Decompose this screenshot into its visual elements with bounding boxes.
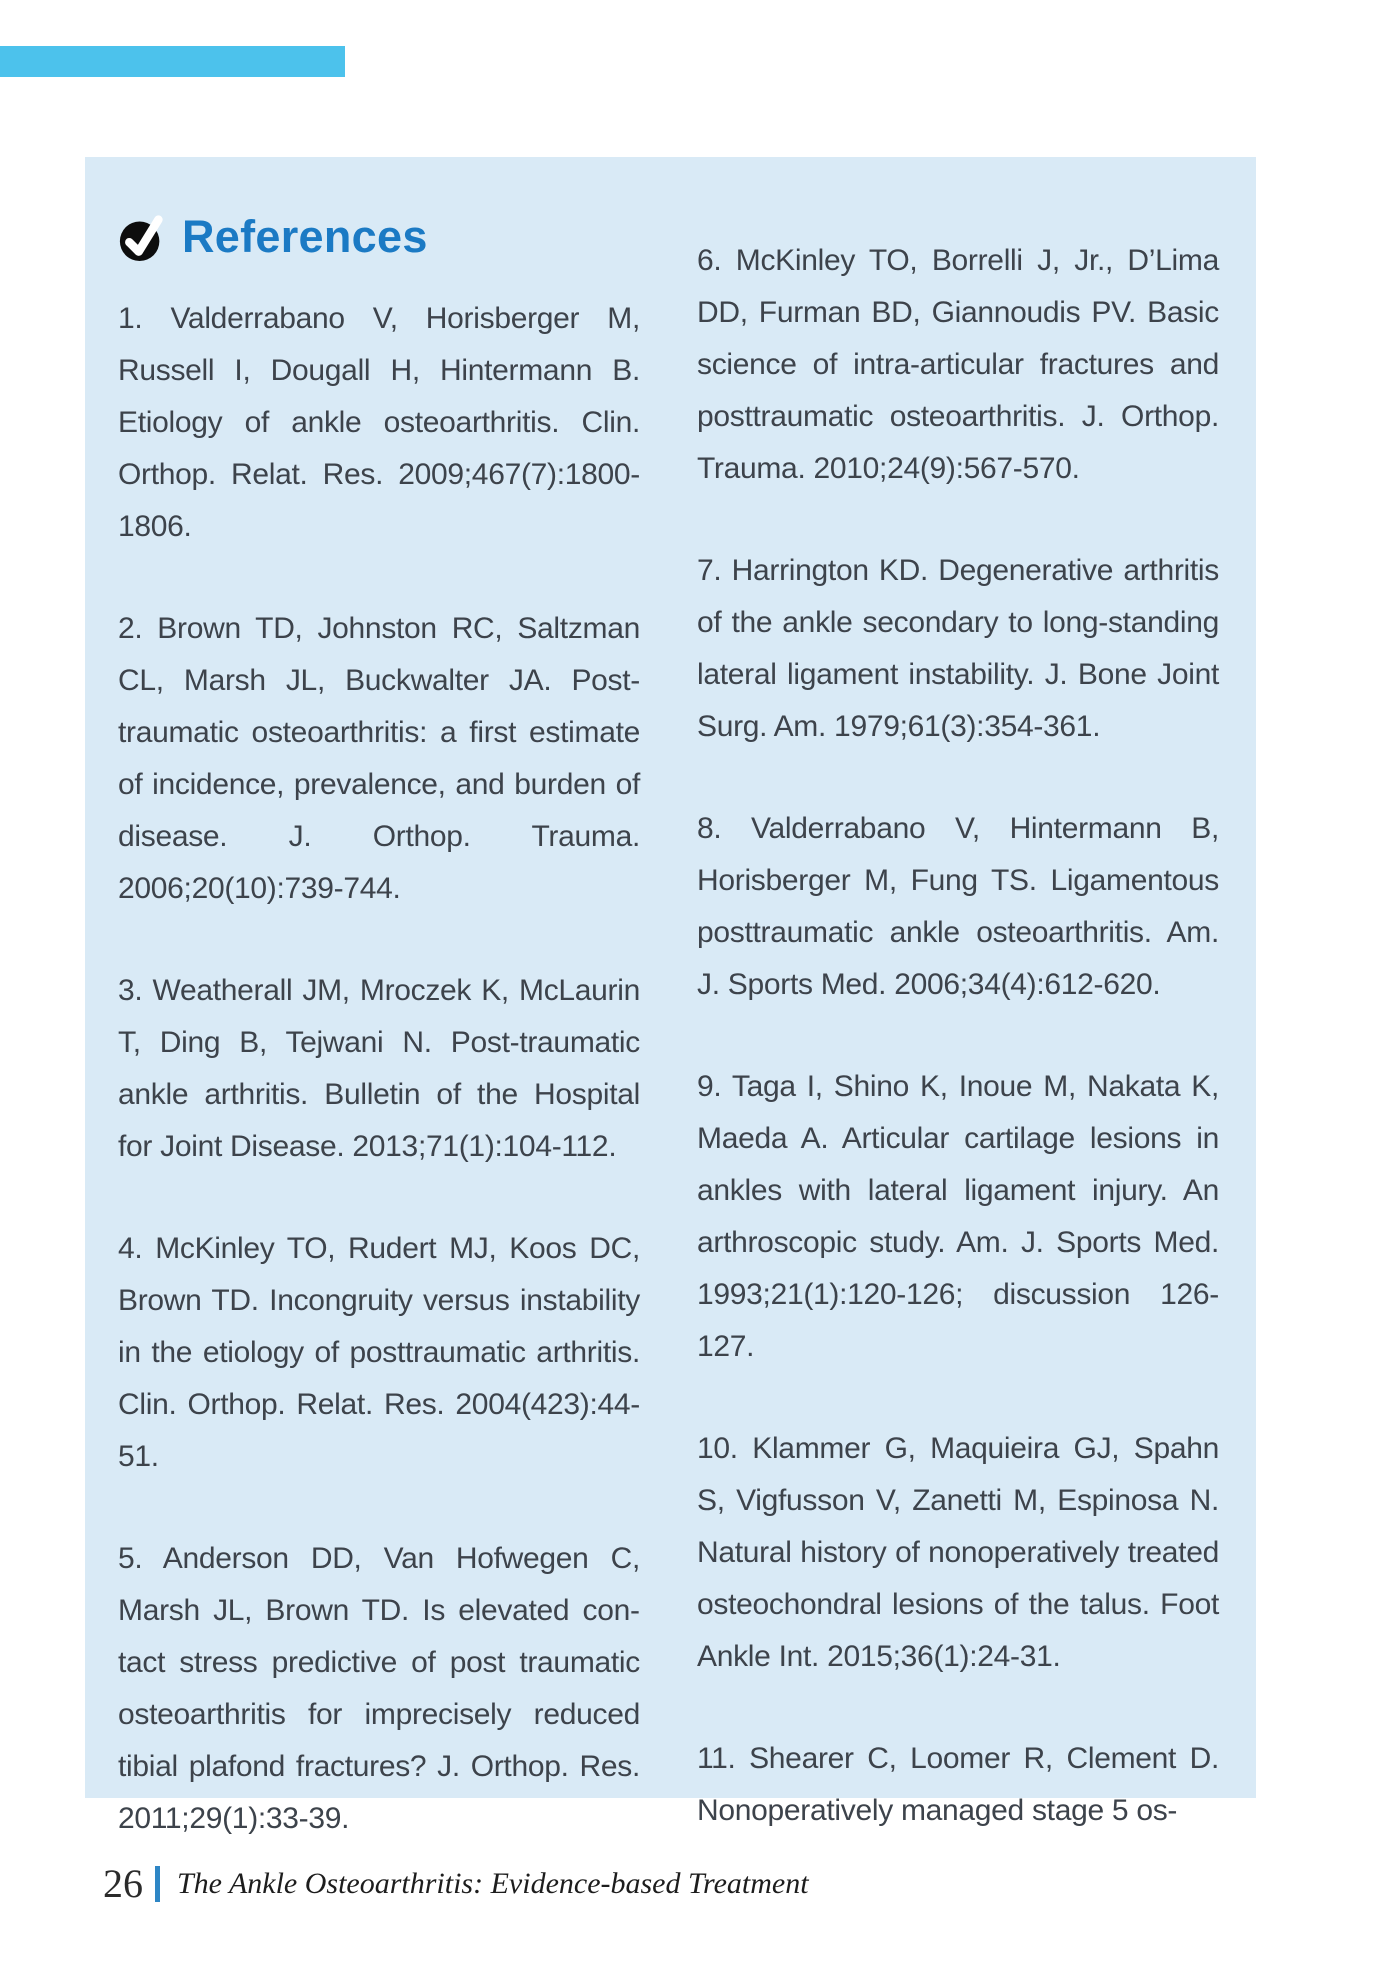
reference-item-1: 1. Valderrabano V, Horisberger M, Russell I, Dougall H, Hintermann B. Etiology of ankle osteoarthritis. Clin. Orthop. Relat. Res. 2009;467(7):1800-1806. bbox=[118, 302, 640, 543]
reference-item-3: 3. Weatherall JM, Mroczek K, McLaurin T, Ding B, Tejwani N. Post-traumatic ankle arthritis. Bulletin of the Hospital for Joint Disease. 2013;71(1):104-112. bbox=[118, 974, 640, 1163]
references-column-left bbox=[118, 207, 640, 1835]
reference-item-11: 11. Shearer C, Loomer R, Clement D. Nonoperatively managed stage 5 os- bbox=[697, 1742, 1219, 1827]
page-footer bbox=[103, 1860, 809, 1907]
reference-item-5: 5. Anderson DD, Van Hofwegen C, Marsh JL, Brown TD. Is elevated contact stress predictive of post traumatic osteoarthritis for imprecisely reduced tibial plafond fractures? J. Orthop. Res. 2011;29(1):33-39. bbox=[118, 1542, 640, 1835]
reference-item-7: 7. Harrington KD. Degenerative arthritis of the ankle secondary to long-standing lateral ligament instability. J. Bone Joint Surg. Am. 1979;61(3):354-361. bbox=[697, 554, 1219, 743]
reference-item-4: 4. McKinley TO, Rudert MJ, Koos DC, Brown TD. Incongruity versus instability in the etiology of posttraumatic arthritis. Clin. Orthop. Relat. Res. 2004(423):44-51. bbox=[118, 1232, 640, 1473]
footer-separator-bar bbox=[155, 1866, 160, 1902]
references-heading-row bbox=[118, 211, 640, 263]
top-accent-bar bbox=[0, 46, 345, 77]
check-circle-icon bbox=[118, 212, 165, 263]
book-title: The Ankle Osteoarthritis: Evidence-based Treatment bbox=[177, 1866, 809, 1900]
reference-item-9: 9. Taga I, Shino K, Inoue M, Nakata K, Maeda A. Articular cartilage lesions in ankles with lateral ligament injury. An arthroscopic study. Am. J. Sports Med. 1993;21(1):120-126; discussion 126-127. bbox=[697, 1070, 1219, 1363]
reference-item-8: 8. Valderrabano V, Hintermann B, Horisberger M, Fung TS. Ligamentous posttraumatic ankle osteoarthritis. Am. J. Sports Med. 2006;34(4):612-620. bbox=[697, 812, 1219, 1001]
references-heading: References bbox=[182, 211, 428, 262]
references-panel bbox=[85, 157, 1256, 1835]
page-number: 26 bbox=[103, 1861, 143, 1906]
references-column-right bbox=[697, 207, 1219, 1827]
reference-item-6: 6. McKinley TO, Borrelli J, Jr., D’Lima DD, Furman BD, Giannoudis PV. Basic science of intra-articular fractures and posttraumatic osteoarthritis. J. Orthop. Trauma. 2010;24(9):567-570. bbox=[697, 244, 1219, 485]
reference-item-10: 10. Klammer G, Maquieira GJ, Spahn S, Vigfusson V, Zanetti M, Espinosa N. Natural history of nonoperatively treated osteochondral lesions of the talus. Foot Ankle Int. 2015;36(1):24-31. bbox=[697, 1432, 1219, 1673]
reference-item-2: 2. Brown TD, Johnston RC, Saltzman CL, Marsh JL, Buckwalter JA. Post-traumatic osteoarthritis: a first estimate of incidence, prevalence, and burden of disease. J. Orthop. Trauma. 2006;20(10):739-744. bbox=[118, 612, 640, 905]
